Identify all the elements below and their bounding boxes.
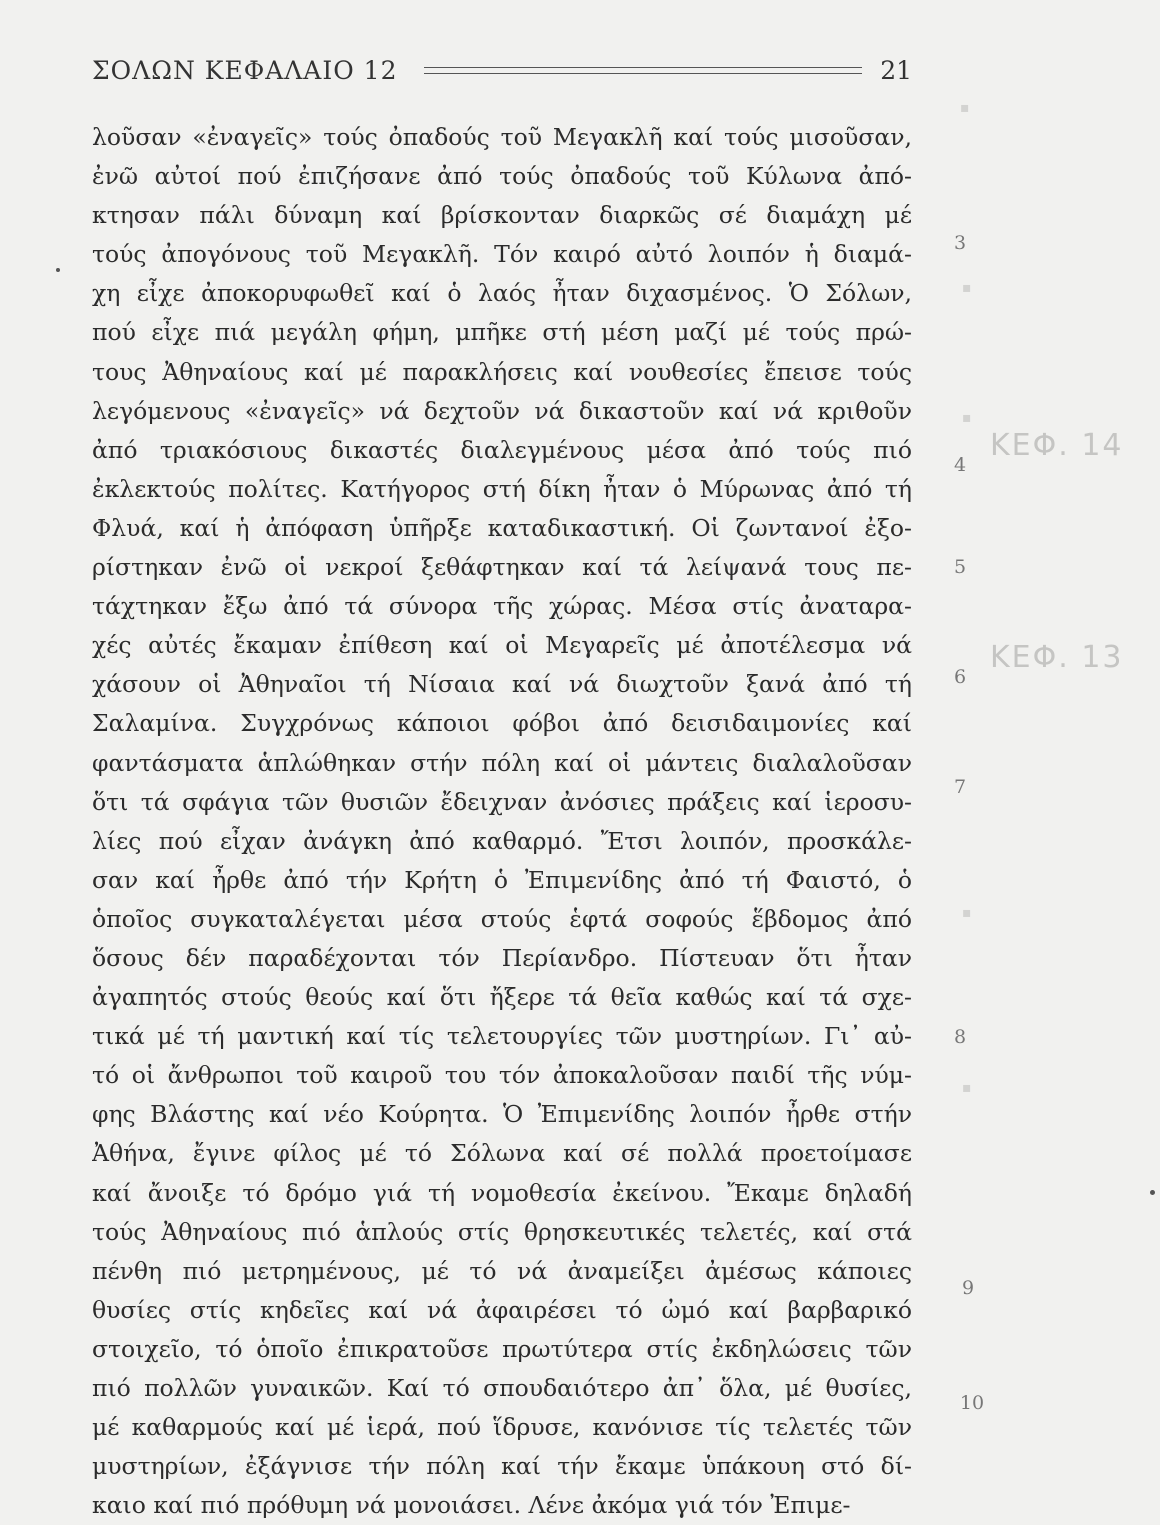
margin-section-number: 8: [953, 1026, 967, 1048]
text-line: τάχτηκαν ἔξω ἀπό τά σύνορα τῆς χώρας. Μέσα στίς ἀναταρα-: [92, 592, 912, 621]
text-line: πιό πολλῶν γυναικῶν. Καί τό σπουδαιότερο ἀπ᾽ ὅλα, μέ θυσίες,: [92, 1374, 912, 1402]
text-line: μέ καθαρμούς καί μέ ἱερά, πού ἵδρυσε, κανόνισε τίς τελετές τῶν: [92, 1413, 912, 1442]
text-line: ἐνῶ αὐτοί πού ἐπιζήσανε ἀπό τούς ὀπαδούς τοῦ Κύλωνα ἀπό-: [92, 162, 912, 191]
text-line: Σαλαμίνα. Συγχρόνως κάποιοι φόβοι ἀπό δεισιδαιμονίες καί: [92, 709, 912, 738]
margin-section-number: 3: [953, 232, 967, 254]
body-text: [92, 118, 912, 1525]
text-line: Φλυά, καί ἡ ἀπόφαση ὑπῆρξε καταδικαστική. Οἱ ζωντανοί ἐξο-: [92, 513, 912, 542]
text-line: καί ἄνοιξε τό δρόμο γιά τή νομοθεσία ἐκείνου. Ἔκαμε δηλαδή: [92, 1178, 912, 1207]
text-line: πού εἶχε πιά μεγάλη φήμη, μπῆκε στή μέση μαζί μέ τούς πρώ-: [92, 318, 912, 347]
margin-section-number: 10: [959, 1392, 985, 1414]
text-line: τό οἱ ἄνθρωποι τοῦ καιροῦ του τόν ἀποκαλοῦσαν παιδί τῆς νύμ-: [92, 1061, 912, 1090]
text-line: λοῦσαν «ἐναγεῖς» τούς ὀπαδούς τοῦ Μεγακλῆ καί τούς μισοῦσαν,: [92, 123, 912, 151]
margin-section-number: 6: [953, 666, 967, 688]
text-line: τούς ἀπογόνους τοῦ Μεγακλῆ. Τόν καιρό αὐτό λοιπόν ἡ διαμά-: [92, 240, 912, 269]
text-line: λεγόμενους «ἐναγεῖς» νά δεχτοῦν νά δικαστοῦν καί νά κριθοῦν: [92, 396, 912, 425]
bleed-through-heading-14: ΚΕΦ. 14: [990, 428, 1124, 463]
text-line: σαν καί ἦρθε ἀπό τήν Κρήτη ὁ Ἐπιμενίδης ἀπό τή Φαιστό, ὁ: [92, 865, 912, 894]
text-line: καιο καί πιό πρόθυμη νά μονοιάσει. Λένε ἀκόμα γιά τόν Ἐπιμε-: [92, 1491, 851, 1520]
text-line: ὅσους δέν παραδέχονται τόν Περίανδρο. Πίστευαν ὅτι ἦταν: [92, 943, 912, 972]
text-line: ἀπό τριακόσιους δικαστές διαλεγμένους μέσα ἀπό τούς πιό: [92, 435, 912, 464]
text-line: χές αὐτές ἔκαμαν ἐπίθεση καί οἱ Μεγαρεῖς μέ ἀποτέλεσμα νά: [92, 631, 912, 660]
text-line: ὅτι τά σφάγια τῶν θυσιῶν ἔδειχναν ἀνόσιες πράξεις καί ἱεροσυ-: [92, 787, 912, 816]
text-line: ἐκλεκτούς πολίτες. Κατήγορος στή δίκη ἦταν ὁ Μύρωνας ἀπό τή: [92, 474, 912, 503]
text-line: τούς Ἀθηναίους πιό ἁπλούς στίς θρησκευτικές τελετές, καί στά: [92, 1217, 912, 1246]
text-line: πένθη πιό μετρημένους, μέ τό νά ἀναμείξει ἀμέσως κάποιες: [92, 1256, 912, 1285]
stray-ink-dot: [1150, 1190, 1155, 1195]
running-title: ΣΟΛΩΝ ΚΕΦΑΛΑΙΟ 12: [92, 55, 398, 85]
text-line: στοιχεῖο, τό ὁποῖο ἐπικρατοῦσε πρωτύτερα στίς ἐκδηλώσεις τῶν: [92, 1334, 912, 1363]
text-line: φης Βλάστης καί νέο Κούρητα. Ὁ Ἐπιμενίδης λοιπόν ἦρθε στήν: [92, 1100, 912, 1129]
bleed-through-mark: ▪: [962, 280, 972, 296]
bleed-through-mark: ▪: [960, 100, 970, 116]
stray-ink-dot: [56, 268, 60, 272]
header-double-rule: [424, 67, 863, 74]
page-header: [92, 50, 912, 90]
bleed-through-heading-13: ΚΕΦ. 13: [990, 640, 1124, 675]
margin-section-number: 5: [953, 556, 967, 578]
text-line: ἀγαπητός στούς θεούς καί ὅτι ἤξερε τά θεῖα καθώς καί τά σχε-: [92, 983, 912, 1012]
bleed-through-mark: ▪: [962, 410, 972, 426]
text-line: τους Ἀθηναίους καί μέ παρακλήσεις καί νουθεσίες ἔπεισε τούς: [92, 357, 912, 386]
text-line: μυστηρίων, ἐξάγνισε τήν πόλη καί τήν ἔκαμε ὑπάκουη στό δί-: [92, 1452, 912, 1481]
margin-section-number: 4: [953, 454, 967, 476]
text-line: λίες πού εἶχαν ἀνάγκη ἀπό καθαρμό. Ἔτσι λοιπόν, προσκάλε-: [92, 826, 912, 855]
text-line: τικά μέ τή μαντική καί τίς τελετουργίες τῶν μυστηρίων. Γι᾽ αὐ-: [92, 1022, 912, 1051]
text-line: ρίστηκαν ἐνῶ οἱ νεκροί ξεθάφτηκαν καί τά λείψανά τους πε-: [92, 553, 912, 582]
margin-section-number: 7: [953, 776, 967, 798]
page-number: 21: [880, 55, 912, 85]
margin-section-number: 9: [961, 1277, 975, 1299]
bleed-through-mark: ▪: [962, 905, 972, 921]
text-line: κτησαν πάλι δύναμη καί βρίσκονταν διαρκῶς σέ διαμάχη μέ: [92, 201, 912, 230]
text-line: χάσουν οἱ Ἀθηναῖοι τή Νίσαια καί νά διωχτοῦν ξανά ἀπό τή: [92, 670, 912, 699]
text-line: χη εἶχε ἀποκορυφωθεῖ καί ὁ λαός ἦταν διχασμένος. Ὁ Σόλων,: [92, 279, 912, 308]
text-line: θυσίες στίς κηδεῖες καί νά ἀφαιρέσει τό ὠμό καί βαρβαρικό: [92, 1295, 912, 1324]
bleed-through-mark: ▪: [962, 1080, 972, 1096]
text-line: ὁποῖος συγκαταλέγεται μέσα στούς ἑφτά σοφούς ἕβδομος ἀπό: [92, 904, 912, 933]
text-line: φαντάσματα ἁπλώθηκαν στήν πόλη καί οἱ μάντεις διαλαλοῦσαν: [92, 748, 912, 777]
text-line: Ἀθήνα, ἔγινε φίλος μέ τό Σόλωνα καί σέ πολλά προετοίμασε: [92, 1139, 912, 1168]
